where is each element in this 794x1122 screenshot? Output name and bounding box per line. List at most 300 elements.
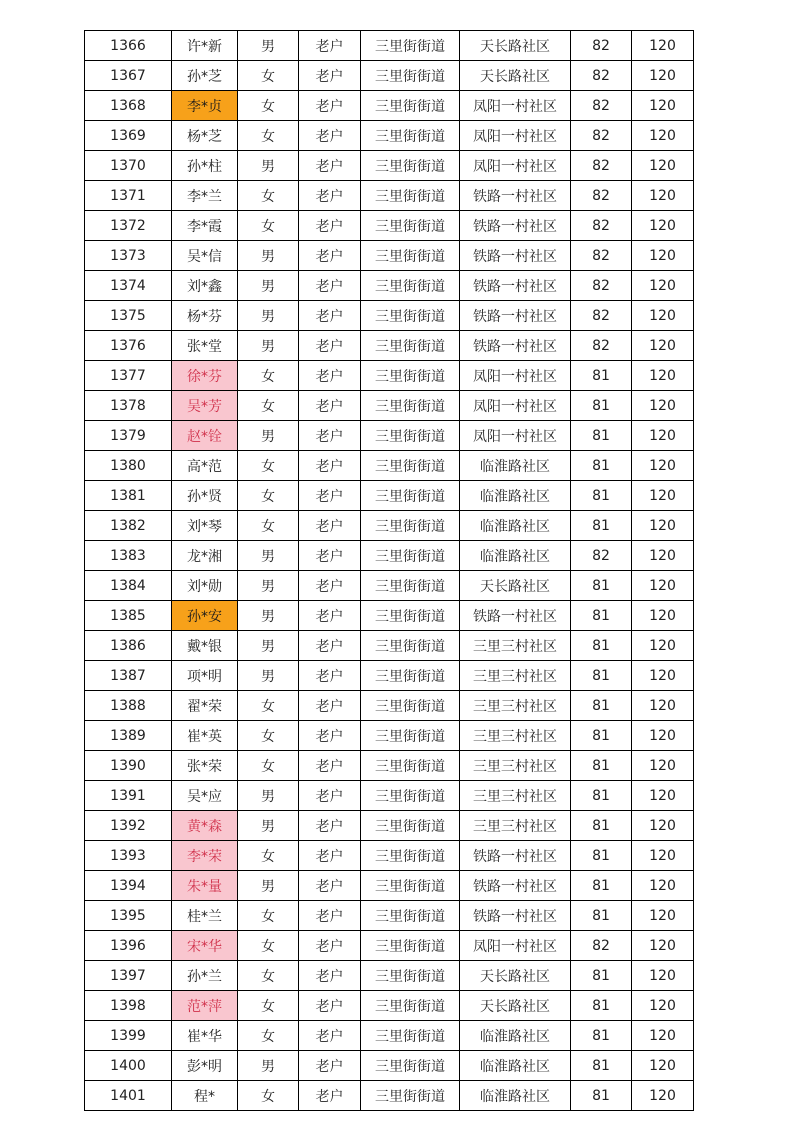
cell-age: 82 <box>571 151 632 181</box>
cell-amount: 120 <box>632 241 694 271</box>
cell-name: 高*范 <box>172 451 238 481</box>
data-table <box>84 30 694 1111</box>
table-row <box>85 91 694 121</box>
cell-name: 李*荣 <box>172 841 238 871</box>
cell-name: 孙*柱 <box>172 151 238 181</box>
cell-name: 项*明 <box>172 661 238 691</box>
cell-serial-number: 1380 <box>85 451 172 481</box>
cell-gender: 女 <box>238 901 299 931</box>
cell-street: 三里街街道 <box>361 91 460 121</box>
cell-community: 铁路一村社区 <box>460 211 571 241</box>
table-row <box>85 121 694 151</box>
table-row <box>85 631 694 661</box>
cell-name: 孙*兰 <box>172 961 238 991</box>
cell-name: 范*萍 <box>172 991 238 1021</box>
cell-gender: 女 <box>238 451 299 481</box>
cell-serial-number: 1394 <box>85 871 172 901</box>
cell-household-type: 老户 <box>299 31 361 61</box>
cell-amount: 120 <box>632 961 694 991</box>
cell-gender: 男 <box>238 601 299 631</box>
table-row <box>85 271 694 301</box>
cell-age: 81 <box>571 691 632 721</box>
cell-gender: 女 <box>238 511 299 541</box>
cell-serial-number: 1400 <box>85 1051 172 1081</box>
cell-community: 临淮路社区 <box>460 541 571 571</box>
cell-gender: 男 <box>238 31 299 61</box>
cell-community: 三里三村社区 <box>460 811 571 841</box>
cell-household-type: 老户 <box>299 61 361 91</box>
cell-community: 天长路社区 <box>460 31 571 61</box>
cell-household-type: 老户 <box>299 91 361 121</box>
cell-amount: 120 <box>632 451 694 481</box>
cell-name: 孙*贤 <box>172 481 238 511</box>
cell-amount: 120 <box>632 661 694 691</box>
table-row <box>85 871 694 901</box>
cell-community: 临淮路社区 <box>460 451 571 481</box>
cell-household-type: 老户 <box>299 721 361 751</box>
cell-age: 82 <box>571 181 632 211</box>
cell-age: 82 <box>571 31 632 61</box>
cell-household-type: 老户 <box>299 511 361 541</box>
cell-street: 三里街街道 <box>361 751 460 781</box>
cell-amount: 120 <box>632 691 694 721</box>
cell-serial-number: 1385 <box>85 601 172 631</box>
cell-household-type: 老户 <box>299 301 361 331</box>
cell-gender: 男 <box>238 241 299 271</box>
cell-serial-number: 1381 <box>85 481 172 511</box>
cell-household-type: 老户 <box>299 691 361 721</box>
cell-age: 81 <box>571 1021 632 1051</box>
cell-amount: 120 <box>632 391 694 421</box>
cell-serial-number: 1376 <box>85 331 172 361</box>
cell-gender: 男 <box>238 571 299 601</box>
cell-community: 铁路一村社区 <box>460 271 571 301</box>
cell-age: 82 <box>571 91 632 121</box>
cell-amount: 120 <box>632 421 694 451</box>
cell-age: 81 <box>571 421 632 451</box>
cell-age: 81 <box>571 631 632 661</box>
cell-age: 81 <box>571 751 632 781</box>
cell-street: 三里街街道 <box>361 271 460 301</box>
table-body <box>85 31 694 1111</box>
cell-community: 天长路社区 <box>460 961 571 991</box>
cell-name: 徐*芬 <box>172 361 238 391</box>
cell-serial-number: 1378 <box>85 391 172 421</box>
cell-community: 铁路一村社区 <box>460 331 571 361</box>
cell-gender: 女 <box>238 1021 299 1051</box>
cell-serial-number: 1393 <box>85 841 172 871</box>
cell-amount: 120 <box>632 841 694 871</box>
table-row <box>85 541 694 571</box>
cell-community: 临淮路社区 <box>460 1081 571 1111</box>
cell-gender: 男 <box>238 271 299 301</box>
table-row <box>85 211 694 241</box>
table-row <box>85 661 694 691</box>
cell-gender: 女 <box>238 181 299 211</box>
table-row <box>85 811 694 841</box>
cell-age: 82 <box>571 211 632 241</box>
cell-serial-number: 1384 <box>85 571 172 601</box>
cell-name: 龙*湘 <box>172 541 238 571</box>
cell-amount: 120 <box>632 271 694 301</box>
cell-name: 彭*明 <box>172 1051 238 1081</box>
cell-serial-number: 1370 <box>85 151 172 181</box>
table-row <box>85 721 694 751</box>
cell-household-type: 老户 <box>299 121 361 151</box>
cell-serial-number: 1374 <box>85 271 172 301</box>
cell-street: 三里街街道 <box>361 871 460 901</box>
cell-name: 崔*华 <box>172 1021 238 1051</box>
cell-household-type: 老户 <box>299 1081 361 1111</box>
cell-street: 三里街街道 <box>361 151 460 181</box>
cell-age: 81 <box>571 511 632 541</box>
table-row <box>85 151 694 181</box>
cell-gender: 女 <box>238 91 299 121</box>
cell-community: 铁路一村社区 <box>460 181 571 211</box>
cell-community: 铁路一村社区 <box>460 901 571 931</box>
cell-community: 凤阳一村社区 <box>460 361 571 391</box>
cell-name: 程* <box>172 1081 238 1111</box>
cell-amount: 120 <box>632 301 694 331</box>
cell-age: 82 <box>571 331 632 361</box>
cell-street: 三里街街道 <box>361 841 460 871</box>
cell-amount: 120 <box>632 601 694 631</box>
cell-community: 铁路一村社区 <box>460 601 571 631</box>
cell-name: 李*兰 <box>172 181 238 211</box>
cell-gender: 男 <box>238 871 299 901</box>
cell-street: 三里街街道 <box>361 811 460 841</box>
cell-community: 凤阳一村社区 <box>460 121 571 151</box>
cell-amount: 120 <box>632 481 694 511</box>
cell-serial-number: 1382 <box>85 511 172 541</box>
cell-serial-number: 1383 <box>85 541 172 571</box>
cell-name: 宋*华 <box>172 931 238 961</box>
cell-gender: 女 <box>238 391 299 421</box>
cell-name: 刘*鑫 <box>172 271 238 301</box>
cell-amount: 120 <box>632 121 694 151</box>
cell-community: 临淮路社区 <box>460 1021 571 1051</box>
cell-community: 铁路一村社区 <box>460 301 571 331</box>
cell-household-type: 老户 <box>299 541 361 571</box>
table-row <box>85 781 694 811</box>
cell-household-type: 老户 <box>299 601 361 631</box>
table-row <box>85 301 694 331</box>
cell-age: 81 <box>571 871 632 901</box>
cell-household-type: 老户 <box>299 151 361 181</box>
cell-serial-number: 1379 <box>85 421 172 451</box>
cell-household-type: 老户 <box>299 181 361 211</box>
cell-gender: 女 <box>238 481 299 511</box>
cell-street: 三里街街道 <box>361 1081 460 1111</box>
cell-age: 81 <box>571 901 632 931</box>
cell-community: 三里三村社区 <box>460 721 571 751</box>
cell-serial-number: 1375 <box>85 301 172 331</box>
table-row <box>85 331 694 361</box>
table-row <box>85 481 694 511</box>
cell-household-type: 老户 <box>299 241 361 271</box>
cell-street: 三里街街道 <box>361 1051 460 1081</box>
table-row <box>85 691 694 721</box>
cell-gender: 女 <box>238 961 299 991</box>
cell-serial-number: 1399 <box>85 1021 172 1051</box>
cell-household-type: 老户 <box>299 271 361 301</box>
table-row <box>85 241 694 271</box>
cell-street: 三里街街道 <box>361 181 460 211</box>
cell-serial-number: 1392 <box>85 811 172 841</box>
cell-household-type: 老户 <box>299 991 361 1021</box>
cell-community: 凤阳一村社区 <box>460 91 571 121</box>
table-row <box>85 1081 694 1111</box>
cell-street: 三里街街道 <box>361 481 460 511</box>
cell-community: 临淮路社区 <box>460 1051 571 1081</box>
cell-street: 三里街街道 <box>361 571 460 601</box>
cell-serial-number: 1401 <box>85 1081 172 1111</box>
table-row <box>85 601 694 631</box>
cell-amount: 120 <box>632 1081 694 1111</box>
cell-name: 孙*安 <box>172 601 238 631</box>
cell-community: 临淮路社区 <box>460 481 571 511</box>
cell-street: 三里街街道 <box>361 31 460 61</box>
cell-name: 张*堂 <box>172 331 238 361</box>
cell-gender: 男 <box>238 301 299 331</box>
cell-household-type: 老户 <box>299 451 361 481</box>
cell-street: 三里街街道 <box>361 601 460 631</box>
cell-serial-number: 1390 <box>85 751 172 781</box>
cell-age: 81 <box>571 601 632 631</box>
cell-age: 82 <box>571 121 632 151</box>
cell-household-type: 老户 <box>299 211 361 241</box>
cell-amount: 120 <box>632 331 694 361</box>
cell-age: 81 <box>571 661 632 691</box>
cell-street: 三里街街道 <box>361 931 460 961</box>
cell-amount: 120 <box>632 721 694 751</box>
cell-amount: 120 <box>632 901 694 931</box>
cell-age: 81 <box>571 571 632 601</box>
cell-street: 三里街街道 <box>361 511 460 541</box>
cell-community: 三里三村社区 <box>460 691 571 721</box>
cell-household-type: 老户 <box>299 751 361 781</box>
table-row <box>85 361 694 391</box>
cell-age: 81 <box>571 841 632 871</box>
cell-street: 三里街街道 <box>361 661 460 691</box>
cell-gender: 男 <box>238 331 299 361</box>
cell-age: 81 <box>571 1051 632 1081</box>
cell-age: 81 <box>571 1081 632 1111</box>
cell-community: 凤阳一村社区 <box>460 391 571 421</box>
cell-gender: 女 <box>238 121 299 151</box>
cell-amount: 120 <box>632 811 694 841</box>
cell-age: 82 <box>571 271 632 301</box>
cell-age: 82 <box>571 241 632 271</box>
cell-gender: 女 <box>238 721 299 751</box>
cell-age: 82 <box>571 931 632 961</box>
cell-serial-number: 1391 <box>85 781 172 811</box>
cell-serial-number: 1371 <box>85 181 172 211</box>
cell-serial-number: 1388 <box>85 691 172 721</box>
cell-community: 铁路一村社区 <box>460 871 571 901</box>
cell-gender: 女 <box>238 691 299 721</box>
cell-street: 三里街街道 <box>361 961 460 991</box>
cell-community: 天长路社区 <box>460 61 571 91</box>
cell-street: 三里街街道 <box>361 901 460 931</box>
cell-community: 三里三村社区 <box>460 751 571 781</box>
cell-name: 桂*兰 <box>172 901 238 931</box>
cell-name: 翟*荣 <box>172 691 238 721</box>
cell-gender: 女 <box>238 1081 299 1111</box>
cell-age: 81 <box>571 781 632 811</box>
table-row <box>85 1021 694 1051</box>
table-row <box>85 181 694 211</box>
cell-name: 刘*勋 <box>172 571 238 601</box>
cell-street: 三里街街道 <box>361 1021 460 1051</box>
cell-gender: 女 <box>238 751 299 781</box>
cell-age: 81 <box>571 451 632 481</box>
table-row <box>85 451 694 481</box>
cell-street: 三里街街道 <box>361 61 460 91</box>
cell-amount: 120 <box>632 151 694 181</box>
cell-household-type: 老户 <box>299 331 361 361</box>
cell-serial-number: 1369 <box>85 121 172 151</box>
table-row <box>85 931 694 961</box>
table-row <box>85 391 694 421</box>
cell-serial-number: 1372 <box>85 211 172 241</box>
table-row <box>85 61 694 91</box>
cell-street: 三里街街道 <box>361 991 460 1021</box>
cell-street: 三里街街道 <box>361 541 460 571</box>
cell-amount: 120 <box>632 571 694 601</box>
cell-amount: 120 <box>632 211 694 241</box>
cell-age: 81 <box>571 961 632 991</box>
cell-community: 凤阳一村社区 <box>460 931 571 961</box>
table-row <box>85 961 694 991</box>
cell-household-type: 老户 <box>299 781 361 811</box>
cell-street: 三里街街道 <box>361 721 460 751</box>
cell-community: 三里三村社区 <box>460 661 571 691</box>
cell-age: 82 <box>571 541 632 571</box>
table-row <box>85 511 694 541</box>
cell-gender: 男 <box>238 421 299 451</box>
cell-gender: 女 <box>238 841 299 871</box>
cell-age: 82 <box>571 301 632 331</box>
cell-serial-number: 1373 <box>85 241 172 271</box>
cell-name: 吴*应 <box>172 781 238 811</box>
cell-serial-number: 1397 <box>85 961 172 991</box>
cell-gender: 女 <box>238 991 299 1021</box>
cell-household-type: 老户 <box>299 361 361 391</box>
cell-household-type: 老户 <box>299 811 361 841</box>
cell-household-type: 老户 <box>299 871 361 901</box>
cell-community: 三里三村社区 <box>460 631 571 661</box>
cell-gender: 男 <box>238 1051 299 1081</box>
cell-amount: 120 <box>632 61 694 91</box>
cell-name: 刘*琴 <box>172 511 238 541</box>
cell-amount: 120 <box>632 361 694 391</box>
cell-serial-number: 1386 <box>85 631 172 661</box>
cell-gender: 男 <box>238 781 299 811</box>
cell-name: 张*荣 <box>172 751 238 781</box>
cell-household-type: 老户 <box>299 841 361 871</box>
cell-household-type: 老户 <box>299 1021 361 1051</box>
cell-serial-number: 1389 <box>85 721 172 751</box>
cell-community: 凤阳一村社区 <box>460 421 571 451</box>
table-row <box>85 901 694 931</box>
cell-street: 三里街街道 <box>361 241 460 271</box>
cell-amount: 120 <box>632 1021 694 1051</box>
cell-community: 凤阳一村社区 <box>460 151 571 181</box>
cell-name: 朱*量 <box>172 871 238 901</box>
table-row <box>85 751 694 781</box>
cell-amount: 120 <box>632 781 694 811</box>
cell-household-type: 老户 <box>299 631 361 661</box>
cell-gender: 男 <box>238 661 299 691</box>
cell-serial-number: 1395 <box>85 901 172 931</box>
cell-gender: 女 <box>238 361 299 391</box>
table-row <box>85 31 694 61</box>
cell-household-type: 老户 <box>299 661 361 691</box>
cell-street: 三里街街道 <box>361 301 460 331</box>
cell-street: 三里街街道 <box>361 331 460 361</box>
cell-amount: 120 <box>632 31 694 61</box>
cell-street: 三里街街道 <box>361 211 460 241</box>
cell-household-type: 老户 <box>299 931 361 961</box>
cell-gender: 男 <box>238 541 299 571</box>
data-table-container <box>84 30 694 1111</box>
cell-name: 李*霞 <box>172 211 238 241</box>
cell-household-type: 老户 <box>299 961 361 991</box>
cell-household-type: 老户 <box>299 571 361 601</box>
cell-age: 81 <box>571 361 632 391</box>
cell-name: 孙*芝 <box>172 61 238 91</box>
cell-community: 铁路一村社区 <box>460 841 571 871</box>
cell-age: 81 <box>571 721 632 751</box>
cell-community: 临淮路社区 <box>460 511 571 541</box>
cell-street: 三里街街道 <box>361 391 460 421</box>
cell-gender: 男 <box>238 811 299 841</box>
cell-amount: 120 <box>632 1051 694 1081</box>
cell-amount: 120 <box>632 871 694 901</box>
cell-serial-number: 1367 <box>85 61 172 91</box>
cell-household-type: 老户 <box>299 1051 361 1081</box>
cell-street: 三里街街道 <box>361 451 460 481</box>
table-row <box>85 991 694 1021</box>
cell-gender: 男 <box>238 151 299 181</box>
cell-serial-number: 1398 <box>85 991 172 1021</box>
cell-community: 铁路一村社区 <box>460 241 571 271</box>
cell-serial-number: 1366 <box>85 31 172 61</box>
cell-community: 天长路社区 <box>460 571 571 601</box>
cell-amount: 120 <box>632 751 694 781</box>
cell-age: 81 <box>571 481 632 511</box>
cell-age: 81 <box>571 391 632 421</box>
cell-community: 三里三村社区 <box>460 781 571 811</box>
table-row <box>85 841 694 871</box>
cell-gender: 女 <box>238 931 299 961</box>
cell-amount: 120 <box>632 181 694 211</box>
cell-street: 三里街街道 <box>361 421 460 451</box>
cell-household-type: 老户 <box>299 901 361 931</box>
cell-age: 82 <box>571 61 632 91</box>
cell-name: 杨*芬 <box>172 301 238 331</box>
cell-serial-number: 1396 <box>85 931 172 961</box>
cell-amount: 120 <box>632 631 694 661</box>
cell-name: 崔*英 <box>172 721 238 751</box>
cell-household-type: 老户 <box>299 391 361 421</box>
cell-serial-number: 1368 <box>85 91 172 121</box>
cell-street: 三里街街道 <box>361 361 460 391</box>
cell-serial-number: 1387 <box>85 661 172 691</box>
table-row <box>85 1051 694 1081</box>
cell-household-type: 老户 <box>299 421 361 451</box>
